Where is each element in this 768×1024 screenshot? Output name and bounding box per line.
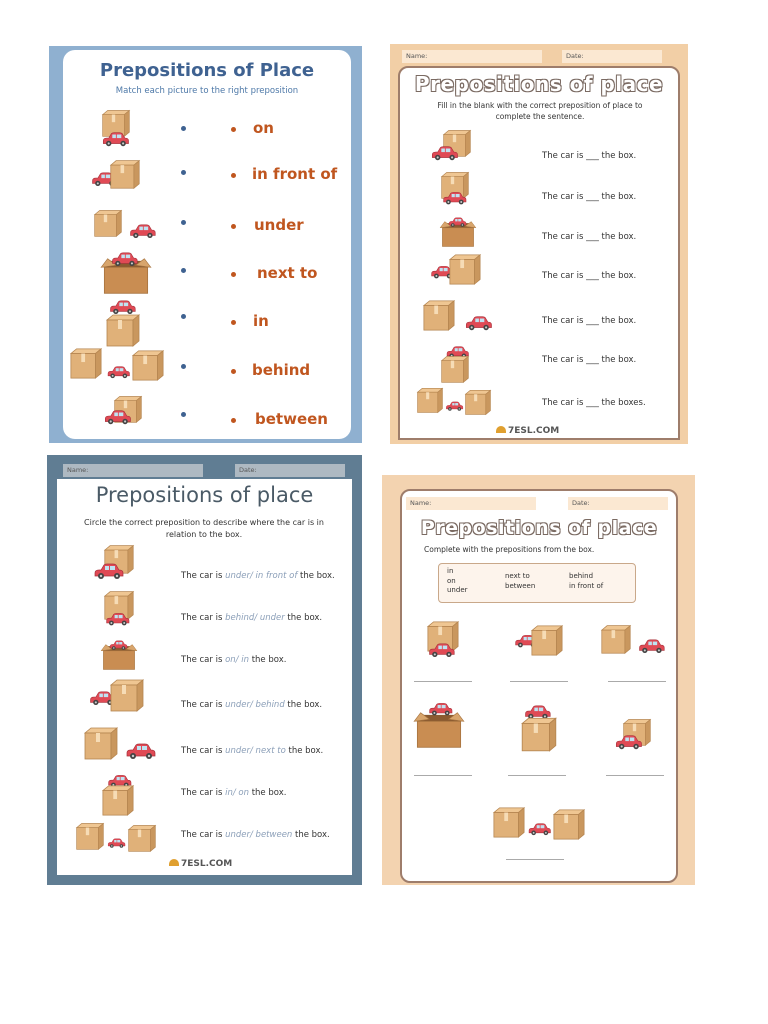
car-icon	[526, 821, 552, 837]
match-dot[interactable]	[181, 220, 186, 225]
car-icon	[426, 701, 454, 717]
preposition-options[interactable]: under/ behind	[225, 700, 285, 710]
match-dot[interactable]	[181, 268, 186, 273]
answer-line[interactable]	[506, 859, 564, 860]
answer-line[interactable]	[508, 775, 566, 776]
logo	[496, 426, 559, 436]
box-icon	[446, 252, 484, 286]
worksheet-circle	[47, 455, 362, 885]
match-dot[interactable]	[231, 272, 236, 277]
sentence: The car is ___ the box.	[542, 232, 637, 242]
page-title: Prepositions of Place	[99, 60, 315, 81]
sentence: The car is ___ the boxes.	[542, 398, 646, 408]
preposition-label: on	[253, 119, 274, 137]
preposition-options[interactable]: under/ between	[225, 830, 293, 840]
logo-icon	[496, 426, 506, 433]
worksheet-complete-page	[400, 489, 678, 883]
box-icon	[528, 623, 566, 657]
name-field[interactable]	[63, 464, 203, 477]
car-icon	[612, 733, 644, 751]
car-icon	[446, 216, 468, 228]
box-icon	[103, 312, 143, 348]
preposition-label: between	[255, 410, 328, 428]
car-icon	[101, 408, 133, 426]
car-icon	[123, 741, 157, 761]
sentence: The car is ___ the box.	[542, 271, 637, 281]
word-box	[438, 563, 636, 603]
answer-line[interactable]	[510, 681, 568, 682]
preposition-label: under	[254, 216, 304, 234]
car-icon	[127, 222, 157, 240]
sentence: The car is ___ the box.	[542, 316, 637, 326]
worksheet-match	[49, 46, 362, 443]
worksheet-fill-blank-page	[398, 66, 680, 440]
page-subtitle: Match each picture to the right preposition	[115, 86, 299, 96]
box-icon	[490, 805, 528, 839]
logo	[169, 859, 232, 869]
box-icon	[81, 725, 121, 761]
answer-line[interactable]	[606, 775, 664, 776]
name-label: Name:	[406, 52, 428, 60]
box-icon	[129, 348, 167, 382]
box-icon	[420, 298, 458, 332]
match-dot[interactable]	[231, 173, 236, 178]
preposition-label: next to	[257, 264, 318, 282]
box-icon	[67, 346, 105, 380]
match-dot[interactable]	[181, 364, 186, 369]
worksheet-match-page	[63, 50, 351, 439]
page-title: Prepositions of place	[95, 483, 314, 507]
date-label: Date:	[566, 52, 584, 60]
preposition-options[interactable]: under/ in front of	[225, 571, 298, 581]
date-field[interactable]	[562, 50, 662, 63]
date-label: Date:	[572, 499, 590, 507]
box-icon	[73, 821, 107, 851]
car-icon	[426, 641, 456, 659]
car-icon	[109, 250, 139, 268]
preposition-label: behind	[252, 361, 311, 379]
box-icon	[107, 677, 147, 713]
match-dot[interactable]	[231, 127, 236, 132]
preposition-options[interactable]: in/ on	[225, 788, 249, 798]
car-icon	[444, 400, 464, 412]
sentence: The car is under/ behind the box.	[181, 700, 323, 710]
match-dot[interactable]	[181, 314, 186, 319]
name-label: Name:	[67, 466, 89, 474]
box-icon	[125, 823, 159, 853]
worksheet-complete	[382, 475, 695, 885]
name-label: Name:	[410, 499, 432, 507]
logo-text: 7ESL.COM	[181, 859, 233, 869]
answer-line[interactable]	[608, 681, 666, 682]
date-field[interactable]	[235, 464, 345, 477]
car-icon	[462, 314, 494, 332]
match-dot[interactable]	[231, 369, 236, 374]
match-dot[interactable]	[231, 418, 236, 423]
match-dot[interactable]	[181, 170, 186, 175]
preposition-label: in	[253, 312, 269, 330]
instruction: Circle the correct preposition to describe where the car is in relation to the box.	[84, 518, 324, 539]
worksheet-circle-page	[57, 479, 352, 875]
sentence: The car is in/ on the box.	[181, 788, 287, 798]
car-icon	[440, 190, 468, 206]
box-icon	[598, 623, 634, 655]
car-icon	[91, 561, 125, 581]
answer-line[interactable]	[414, 775, 472, 776]
sentence: The car is ___ the box.	[542, 355, 637, 365]
page-title: Prepositions of place	[414, 72, 664, 96]
logo-text: 7ESL.COM	[508, 426, 560, 436]
sentence: The car is under/ next to the box.	[181, 746, 324, 756]
word-col-1: in on under	[447, 567, 468, 594]
worksheet-fill-blank	[390, 44, 688, 444]
box-icon	[99, 783, 137, 817]
car-icon	[99, 130, 131, 148]
car-icon	[105, 837, 127, 849]
instruction: Fill in the blank with the correct preposition of place to complete the sentence.	[437, 101, 643, 121]
name-field[interactable]	[406, 497, 536, 510]
answer-line[interactable]	[414, 681, 472, 682]
sentence: The car is ___ the box.	[542, 151, 637, 161]
preposition-options[interactable]: behind/ under	[225, 613, 285, 623]
box-icon	[414, 386, 446, 414]
sentence: The car is under/ in front of the box.	[181, 571, 335, 581]
box-icon	[91, 208, 125, 238]
logo-icon	[169, 859, 179, 866]
word-col-2: next to between	[505, 572, 536, 590]
date-field[interactable]	[568, 497, 668, 510]
page-title: Prepositions of place	[420, 517, 658, 539]
sentence: The car is under/ between the box.	[181, 830, 330, 840]
word-col-3: behind in front of	[569, 572, 604, 590]
box-icon	[550, 807, 588, 841]
match-dot[interactable]	[181, 412, 186, 417]
car-icon	[103, 611, 131, 627]
car-icon	[105, 364, 131, 380]
box-icon	[438, 354, 472, 384]
car-icon	[107, 639, 129, 651]
sentence: The car is ___ the box.	[542, 192, 637, 202]
sentence: The car is behind/ under the box.	[181, 613, 323, 623]
preposition-options[interactable]: on/ in	[225, 655, 249, 665]
car-icon	[428, 144, 460, 162]
preposition-label: in front of	[252, 165, 338, 183]
sentence: The car is on/ in the box.	[181, 655, 287, 665]
box-icon	[518, 715, 560, 753]
date-label: Date:	[239, 466, 257, 474]
match-dot[interactable]	[181, 126, 186, 131]
match-dot[interactable]	[231, 224, 236, 229]
match-dot[interactable]	[231, 320, 236, 325]
preposition-options[interactable]: under/ next to	[225, 746, 286, 756]
box-icon	[462, 388, 494, 416]
box-icon	[107, 158, 143, 190]
instruction: Complete with the prepositions from the box.	[424, 545, 595, 554]
name-field[interactable]	[402, 50, 542, 63]
car-icon	[636, 637, 666, 655]
